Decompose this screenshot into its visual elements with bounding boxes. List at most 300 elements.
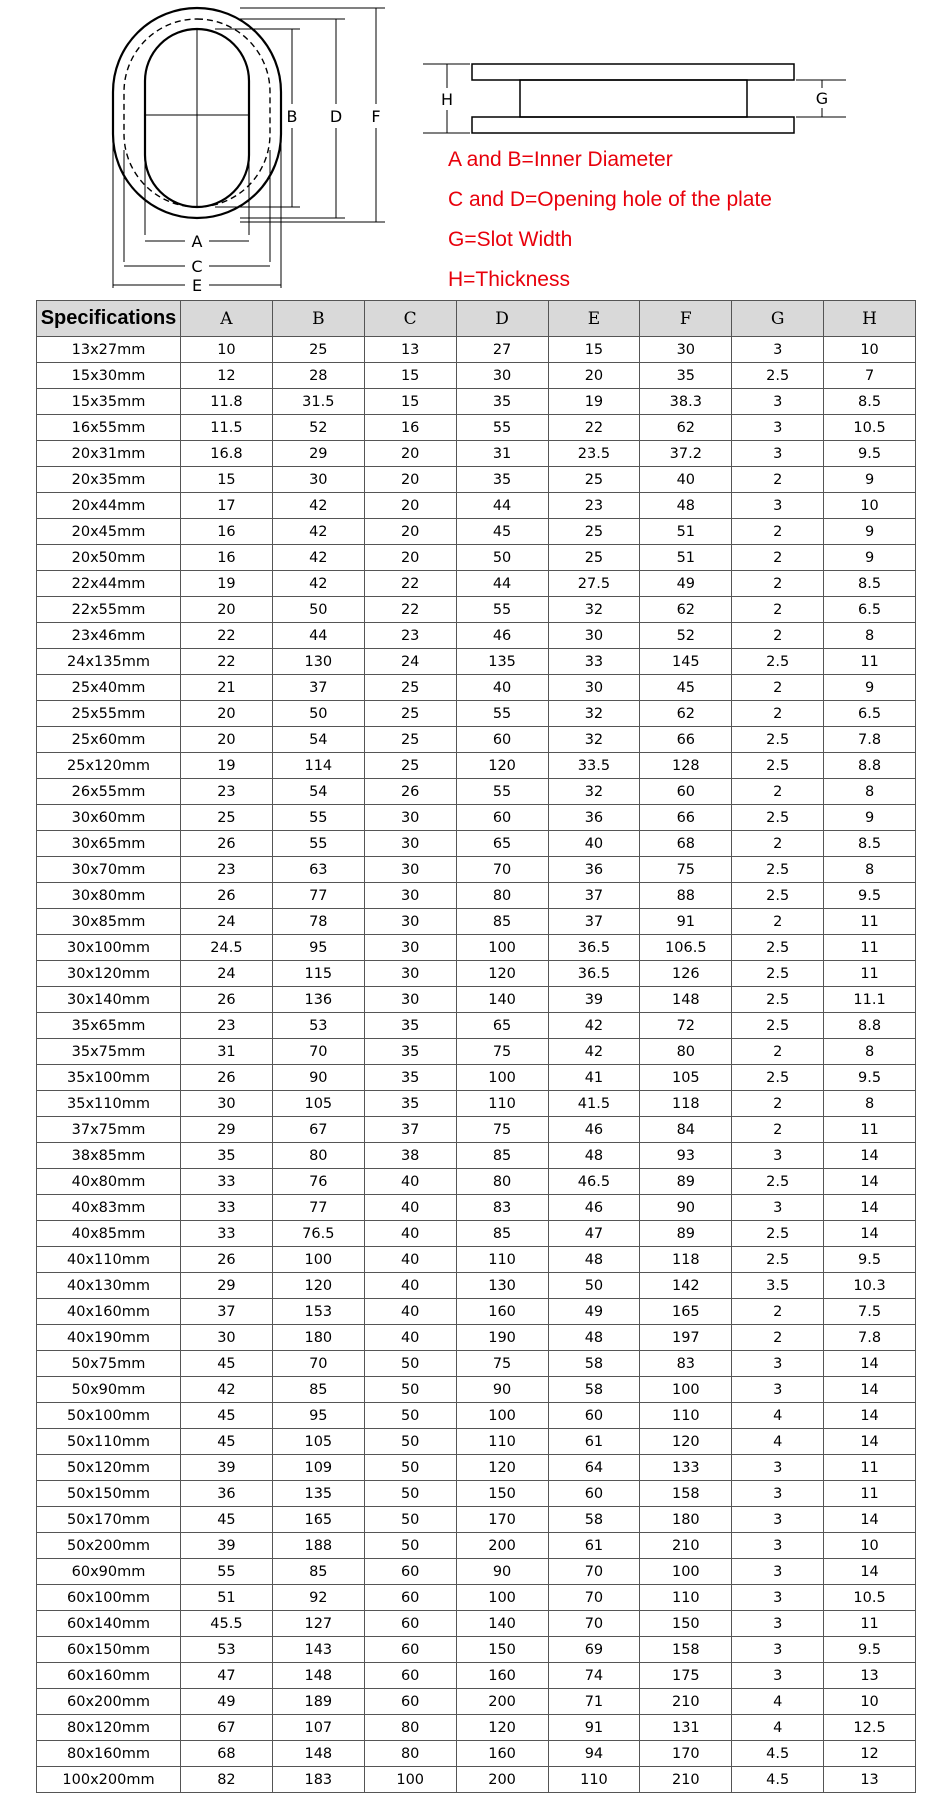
cell-f: 48	[640, 493, 732, 519]
cell-c: 30	[364, 987, 456, 1013]
cell-b: 180	[272, 1325, 364, 1351]
cell-b: 130	[272, 649, 364, 675]
cell-a: 24	[181, 909, 273, 935]
cell-g: 4	[732, 1429, 824, 1455]
cell-a: 45	[181, 1507, 273, 1533]
table-body	[37, 337, 916, 1793]
cell-g: 3	[732, 1351, 824, 1377]
cell-c: 60	[364, 1611, 456, 1637]
cell-d: 65	[456, 1013, 548, 1039]
table-row	[37, 1585, 916, 1611]
cell-d: 31	[456, 441, 548, 467]
cell-d: 75	[456, 1351, 548, 1377]
table-row	[37, 441, 916, 467]
cell-e: 46	[548, 1195, 640, 1221]
cell-a: 22	[181, 649, 273, 675]
cell-b: 31.5	[272, 389, 364, 415]
core	[520, 80, 747, 117]
cell-a: 20	[181, 597, 273, 623]
cell-e: 60	[548, 1481, 640, 1507]
cell-h: 14	[824, 1195, 916, 1221]
cell-spec: 37x75mm	[37, 1117, 181, 1143]
cell-d: 60	[456, 727, 548, 753]
cell-a: 26	[181, 987, 273, 1013]
cell-c: 60	[364, 1637, 456, 1663]
cell-c: 22	[364, 597, 456, 623]
cell-spec: 30x80mm	[37, 883, 181, 909]
cell-b: 77	[272, 883, 364, 909]
table-row	[37, 805, 916, 831]
cell-d: 65	[456, 831, 548, 857]
cell-g: 2	[732, 701, 824, 727]
cell-spec: 20x31mm	[37, 441, 181, 467]
cell-c: 60	[364, 1689, 456, 1715]
cell-a: 33	[181, 1169, 273, 1195]
cell-a: 20	[181, 701, 273, 727]
cell-d: 75	[456, 1117, 548, 1143]
header-f: F	[640, 301, 732, 337]
cell-a: 20	[181, 727, 273, 753]
header-d: D	[456, 301, 548, 337]
cell-a: 42	[181, 1377, 273, 1403]
cell-g: 3	[732, 1533, 824, 1559]
cell-g: 2	[732, 1299, 824, 1325]
cell-g: 2.5	[732, 1221, 824, 1247]
cell-g: 3	[732, 1195, 824, 1221]
cell-a: 67	[181, 1715, 273, 1741]
cell-d: 110	[456, 1429, 548, 1455]
cell-d: 200	[456, 1689, 548, 1715]
cell-b: 92	[272, 1585, 364, 1611]
cell-b: 42	[272, 571, 364, 597]
cell-g: 3	[732, 1611, 824, 1637]
cell-f: 106.5	[640, 935, 732, 961]
cell-c: 37	[364, 1117, 456, 1143]
cell-g: 3	[732, 1585, 824, 1611]
cell-spec: 30x65mm	[37, 831, 181, 857]
cell-d: 80	[456, 1169, 548, 1195]
cell-g: 2.5	[732, 883, 824, 909]
cell-g: 2.5	[732, 935, 824, 961]
table-row	[37, 649, 916, 675]
cell-c: 40	[364, 1273, 456, 1299]
cell-h: 8	[824, 1091, 916, 1117]
table-row	[37, 1065, 916, 1091]
cell-e: 60	[548, 1403, 640, 1429]
table-row	[37, 961, 916, 987]
table-row	[37, 857, 916, 883]
cell-d: 35	[456, 389, 548, 415]
cell-spec: 30x140mm	[37, 987, 181, 1013]
cell-spec: 60x140mm	[37, 1611, 181, 1637]
cell-b: 90	[272, 1065, 364, 1091]
cell-c: 20	[364, 467, 456, 493]
cell-d: 80	[456, 883, 548, 909]
cell-d: 35	[456, 467, 548, 493]
dim-label-e: E	[191, 276, 203, 295]
cell-f: 88	[640, 883, 732, 909]
cell-h: 14	[824, 1559, 916, 1585]
cell-f: 83	[640, 1351, 732, 1377]
cell-c: 20	[364, 493, 456, 519]
cell-d: 100	[456, 1585, 548, 1611]
cell-a: 16	[181, 545, 273, 571]
cell-spec: 25x55mm	[37, 701, 181, 727]
cell-f: 118	[640, 1247, 732, 1273]
cell-a: 23	[181, 857, 273, 883]
table-row	[37, 623, 916, 649]
cell-d: 50	[456, 545, 548, 571]
cell-f: 110	[640, 1403, 732, 1429]
cell-f: 110	[640, 1585, 732, 1611]
cell-g: 4	[732, 1403, 824, 1429]
cell-a: 24	[181, 961, 273, 987]
cell-f: 118	[640, 1091, 732, 1117]
cell-c: 20	[364, 441, 456, 467]
table-row	[37, 1689, 916, 1715]
cell-g: 3	[732, 389, 824, 415]
cell-c: 23	[364, 623, 456, 649]
cell-e: 39	[548, 987, 640, 1013]
table-row	[37, 1767, 916, 1793]
cell-d: 55	[456, 597, 548, 623]
cell-e: 30	[548, 623, 640, 649]
cell-f: 133	[640, 1455, 732, 1481]
cell-g: 2.5	[732, 1169, 824, 1195]
table-row	[37, 883, 916, 909]
table-row	[37, 935, 916, 961]
table-row	[37, 1247, 916, 1273]
cell-f: 100	[640, 1377, 732, 1403]
cell-h: 11	[824, 1455, 916, 1481]
cell-b: 100	[272, 1247, 364, 1273]
cell-c: 30	[364, 883, 456, 909]
table-row	[37, 1169, 916, 1195]
table-row	[37, 1533, 916, 1559]
cell-a: 45	[181, 1351, 273, 1377]
table-row	[37, 337, 916, 363]
cell-a: 15	[181, 467, 273, 493]
cell-h: 6.5	[824, 701, 916, 727]
cell-spec: 50x100mm	[37, 1403, 181, 1429]
cell-a: 39	[181, 1533, 273, 1559]
cell-f: 38.3	[640, 389, 732, 415]
cell-b: 148	[272, 1741, 364, 1767]
cell-f: 170	[640, 1741, 732, 1767]
table-row	[37, 701, 916, 727]
cell-a: 23	[181, 1013, 273, 1039]
table-row	[37, 675, 916, 701]
cell-c: 80	[364, 1741, 456, 1767]
cell-f: 51	[640, 519, 732, 545]
cell-d: 110	[456, 1247, 548, 1273]
cell-a: 51	[181, 1585, 273, 1611]
cell-h: 11	[824, 961, 916, 987]
table-row	[37, 1715, 916, 1741]
cell-a: 33	[181, 1195, 273, 1221]
table-row	[37, 1377, 916, 1403]
cell-b: 148	[272, 1663, 364, 1689]
table-row	[37, 1143, 916, 1169]
dim-label-a: A	[191, 232, 203, 251]
cell-h: 10	[824, 1689, 916, 1715]
cell-f: 158	[640, 1481, 732, 1507]
side-view	[423, 64, 846, 133]
cell-h: 7	[824, 363, 916, 389]
cell-a: 30	[181, 1091, 273, 1117]
cell-d: 85	[456, 909, 548, 935]
cell-g: 2	[732, 571, 824, 597]
cell-spec: 16x55mm	[37, 415, 181, 441]
cell-e: 41	[548, 1065, 640, 1091]
table-row	[37, 1455, 916, 1481]
cell-h: 13	[824, 1663, 916, 1689]
cell-d: 150	[456, 1637, 548, 1663]
cell-b: 55	[272, 805, 364, 831]
cell-f: 105	[640, 1065, 732, 1091]
cell-d: 55	[456, 701, 548, 727]
cell-spec: 60x150mm	[37, 1637, 181, 1663]
cell-a: 39	[181, 1455, 273, 1481]
cell-b: 25	[272, 337, 364, 363]
cell-f: 66	[640, 805, 732, 831]
cell-d: 45	[456, 519, 548, 545]
cell-h: 11	[824, 935, 916, 961]
dim-label-b: B	[286, 107, 298, 126]
cell-h: 14	[824, 1221, 916, 1247]
cell-e: 30	[548, 675, 640, 701]
dim-label-h: H	[440, 90, 454, 109]
cell-f: 165	[640, 1299, 732, 1325]
cell-b: 44	[272, 623, 364, 649]
cell-f: 60	[640, 779, 732, 805]
cell-e: 15	[548, 337, 640, 363]
cell-d: 55	[456, 415, 548, 441]
cell-h: 14	[824, 1143, 916, 1169]
table-row	[37, 1013, 916, 1039]
table-row	[37, 1091, 916, 1117]
cell-spec: 35x110mm	[37, 1091, 181, 1117]
cell-a: 24.5	[181, 935, 273, 961]
cell-h: 11.1	[824, 987, 916, 1013]
cell-b: 76.5	[272, 1221, 364, 1247]
cell-b: 189	[272, 1689, 364, 1715]
cell-c: 50	[364, 1377, 456, 1403]
cell-f: 49	[640, 571, 732, 597]
cell-h: 7.8	[824, 727, 916, 753]
cell-e: 70	[548, 1585, 640, 1611]
dim-label-g: G	[815, 89, 829, 108]
cell-h: 9.5	[824, 1637, 916, 1663]
specifications-table	[36, 300, 916, 1793]
cell-h: 11	[824, 649, 916, 675]
cell-g: 3	[732, 1481, 824, 1507]
cell-b: 54	[272, 727, 364, 753]
cell-a: 26	[181, 883, 273, 909]
cell-g: 3.5	[732, 1273, 824, 1299]
table-row	[37, 467, 916, 493]
cell-b: 95	[272, 1403, 364, 1429]
cell-d: 30	[456, 363, 548, 389]
cell-d: 120	[456, 1715, 548, 1741]
cell-c: 40	[364, 1169, 456, 1195]
cell-h: 10.5	[824, 1585, 916, 1611]
cell-a: 11.5	[181, 415, 273, 441]
cell-f: 210	[640, 1689, 732, 1715]
cell-d: 110	[456, 1091, 548, 1117]
front-view	[113, 8, 385, 288]
cell-spec: 20x45mm	[37, 519, 181, 545]
cell-f: 100	[640, 1559, 732, 1585]
cell-d: 100	[456, 1403, 548, 1429]
cell-d: 83	[456, 1195, 548, 1221]
dim-label-d: D	[329, 107, 343, 126]
cell-e: 91	[548, 1715, 640, 1741]
cell-g: 2	[732, 519, 824, 545]
cell-f: 62	[640, 415, 732, 441]
cell-spec: 35x100mm	[37, 1065, 181, 1091]
cell-e: 46	[548, 1117, 640, 1143]
cell-spec: 30x60mm	[37, 805, 181, 831]
cell-e: 32	[548, 701, 640, 727]
cell-a: 53	[181, 1637, 273, 1663]
table-row	[37, 753, 916, 779]
cell-c: 30	[364, 805, 456, 831]
cell-spec: 25x60mm	[37, 727, 181, 753]
cell-spec: 24x135mm	[37, 649, 181, 675]
cell-b: 114	[272, 753, 364, 779]
cell-spec: 50x90mm	[37, 1377, 181, 1403]
cell-f: 75	[640, 857, 732, 883]
cell-g: 2.5	[732, 727, 824, 753]
cell-spec: 60x100mm	[37, 1585, 181, 1611]
cell-g: 2	[732, 1039, 824, 1065]
cell-e: 33	[548, 649, 640, 675]
cell-c: 35	[364, 1013, 456, 1039]
cell-b: 55	[272, 831, 364, 857]
cell-f: 62	[640, 701, 732, 727]
cell-spec: 20x44mm	[37, 493, 181, 519]
cell-spec: 40x85mm	[37, 1221, 181, 1247]
cell-g: 2.5	[732, 961, 824, 987]
cell-e: 23.5	[548, 441, 640, 467]
cell-f: 210	[640, 1533, 732, 1559]
cell-f: 142	[640, 1273, 732, 1299]
table-row	[37, 909, 916, 935]
cell-c: 30	[364, 857, 456, 883]
cell-f: 126	[640, 961, 732, 987]
legend-inner-diameter: A and B=Inner Diameter	[448, 148, 673, 171]
cell-e: 49	[548, 1299, 640, 1325]
cell-h: 9.5	[824, 441, 916, 467]
cell-b: 120	[272, 1273, 364, 1299]
cell-f: 62	[640, 597, 732, 623]
cell-c: 25	[364, 701, 456, 727]
cell-g: 3	[732, 1559, 824, 1585]
cell-spec: 50x200mm	[37, 1533, 181, 1559]
cell-b: 105	[272, 1091, 364, 1117]
cell-h: 9	[824, 519, 916, 545]
cell-b: 127	[272, 1611, 364, 1637]
cell-d: 120	[456, 1455, 548, 1481]
cell-g: 2.5	[732, 753, 824, 779]
cell-a: 16	[181, 519, 273, 545]
cell-d: 75	[456, 1039, 548, 1065]
cell-g: 2	[732, 831, 824, 857]
cell-c: 50	[364, 1403, 456, 1429]
cell-h: 8.8	[824, 753, 916, 779]
cell-a: 26	[181, 1247, 273, 1273]
cell-d: 60	[456, 805, 548, 831]
cell-e: 46.5	[548, 1169, 640, 1195]
cell-b: 109	[272, 1455, 364, 1481]
cell-c: 60	[364, 1585, 456, 1611]
cell-e: 25	[548, 519, 640, 545]
cell-g: 2	[732, 467, 824, 493]
cell-d: 44	[456, 571, 548, 597]
table-row	[37, 597, 916, 623]
bottom-plate	[472, 117, 794, 133]
table-row	[37, 571, 916, 597]
cell-h: 12	[824, 1741, 916, 1767]
cell-g: 2.5	[732, 857, 824, 883]
cell-spec: 30x85mm	[37, 909, 181, 935]
cell-c: 22	[364, 571, 456, 597]
cell-a: 49	[181, 1689, 273, 1715]
cell-e: 36.5	[548, 935, 640, 961]
cell-spec: 30x120mm	[37, 961, 181, 987]
cell-b: 135	[272, 1481, 364, 1507]
cell-e: 27.5	[548, 571, 640, 597]
cell-g: 2	[732, 779, 824, 805]
cell-b: 53	[272, 1013, 364, 1039]
legend-opening-hole: C and D=Opening hole of the plate	[448, 188, 772, 211]
cell-f: 45	[640, 675, 732, 701]
cell-d: 85	[456, 1221, 548, 1247]
cell-g: 4.5	[732, 1741, 824, 1767]
cell-a: 30	[181, 1325, 273, 1351]
cell-b: 37	[272, 675, 364, 701]
table-row	[37, 1611, 916, 1637]
cell-spec: 35x75mm	[37, 1039, 181, 1065]
cell-h: 14	[824, 1507, 916, 1533]
header-a: A	[181, 301, 273, 337]
cell-spec: 23x46mm	[37, 623, 181, 649]
cell-c: 13	[364, 337, 456, 363]
cell-a: 19	[181, 753, 273, 779]
cell-h: 14	[824, 1403, 916, 1429]
header-g: G	[732, 301, 824, 337]
cell-a: 36	[181, 1481, 273, 1507]
table-row	[37, 1351, 916, 1377]
cell-a: 37	[181, 1299, 273, 1325]
table-row	[37, 1663, 916, 1689]
cell-a: 45	[181, 1403, 273, 1429]
cell-h: 8.5	[824, 831, 916, 857]
cell-e: 36	[548, 857, 640, 883]
cell-b: 42	[272, 519, 364, 545]
cell-g: 2.5	[732, 363, 824, 389]
cell-a: 21	[181, 675, 273, 701]
legend-slot-width: G=Slot Width	[448, 228, 573, 251]
cell-spec: 25x120mm	[37, 753, 181, 779]
cell-spec: 50x110mm	[37, 1429, 181, 1455]
cell-spec: 40x160mm	[37, 1299, 181, 1325]
cell-b: 67	[272, 1117, 364, 1143]
cell-c: 100	[364, 1767, 456, 1793]
cell-f: 150	[640, 1611, 732, 1637]
table-header-row	[37, 301, 916, 337]
